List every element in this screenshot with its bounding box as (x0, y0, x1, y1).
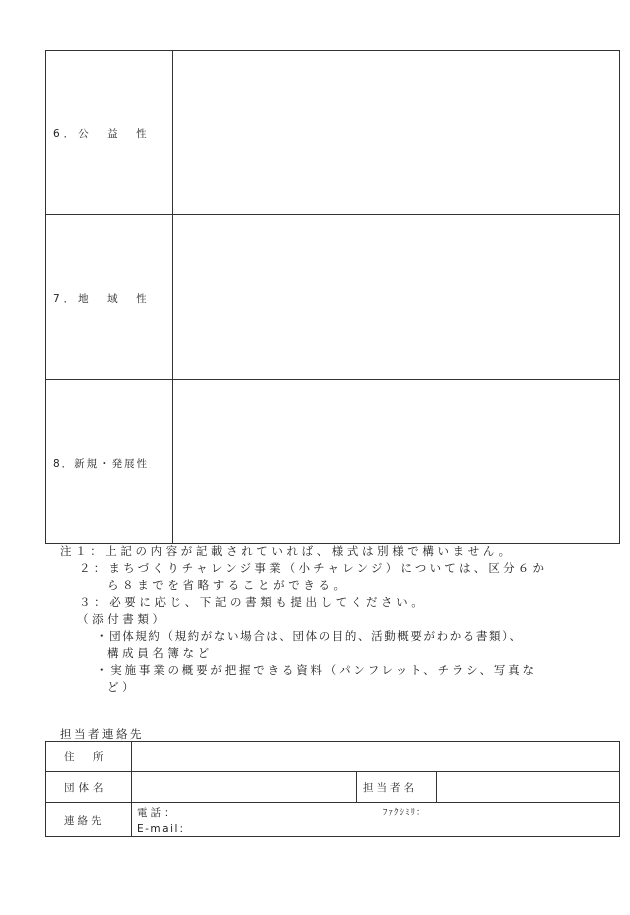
attachment-1-line-1: ・団体規約（規約がない場合は、団体の目的、活動概要がわかる書類）、 (96, 629, 523, 643)
row-label-novelty-development: 8．新規・発展性 (53, 458, 150, 470)
address-label: 住 所 (64, 751, 108, 763)
address-field[interactable] (135, 744, 615, 768)
person-in-charge-field[interactable] (440, 774, 615, 799)
organization-field[interactable] (135, 774, 353, 799)
row-content-public-benefit[interactable] (176, 54, 614, 210)
row-content-regionality[interactable] (176, 218, 614, 374)
organization-label: 団体名 (64, 782, 108, 794)
attachment-2-line-1: ・実施事業の概要が把握できる資料（パンフレット、チラシ、写真な (96, 663, 537, 677)
contact-label: 連絡先 (64, 815, 105, 827)
row-content-novelty-development[interactable] (176, 383, 614, 539)
row-label-public-benefit: 6．公 益 性 (53, 128, 151, 140)
contact-heading: 担当者連絡先 (60, 727, 144, 741)
note-2-line-1: ２：まちづくりチャレンジ事業（小チャレンジ）については、区分６か (79, 561, 548, 575)
note-3: ３：必要に応じ、下記の書類も提出してください。 (79, 595, 427, 609)
attachments-header: （添付書類） (77, 612, 168, 626)
fax-label: ﾌｧｸｼﾐﾘ： (383, 808, 427, 818)
attachment-1-line-2: 構成員名簿など (107, 646, 213, 660)
person-in-charge-label: 担当者名 (363, 782, 417, 794)
email-label: E-mail： (137, 823, 191, 835)
attachment-2-line-2: ど） (107, 680, 138, 694)
note-1: 注１：上記の内容が記載されていれば、様式は別様で構いません。 (60, 544, 514, 558)
phone-label: 電話： (137, 807, 178, 819)
note-2-line-2: ら８までを省略することができる。 (107, 578, 349, 592)
row-label-regionality: 7．地 域 性 (53, 293, 151, 305)
